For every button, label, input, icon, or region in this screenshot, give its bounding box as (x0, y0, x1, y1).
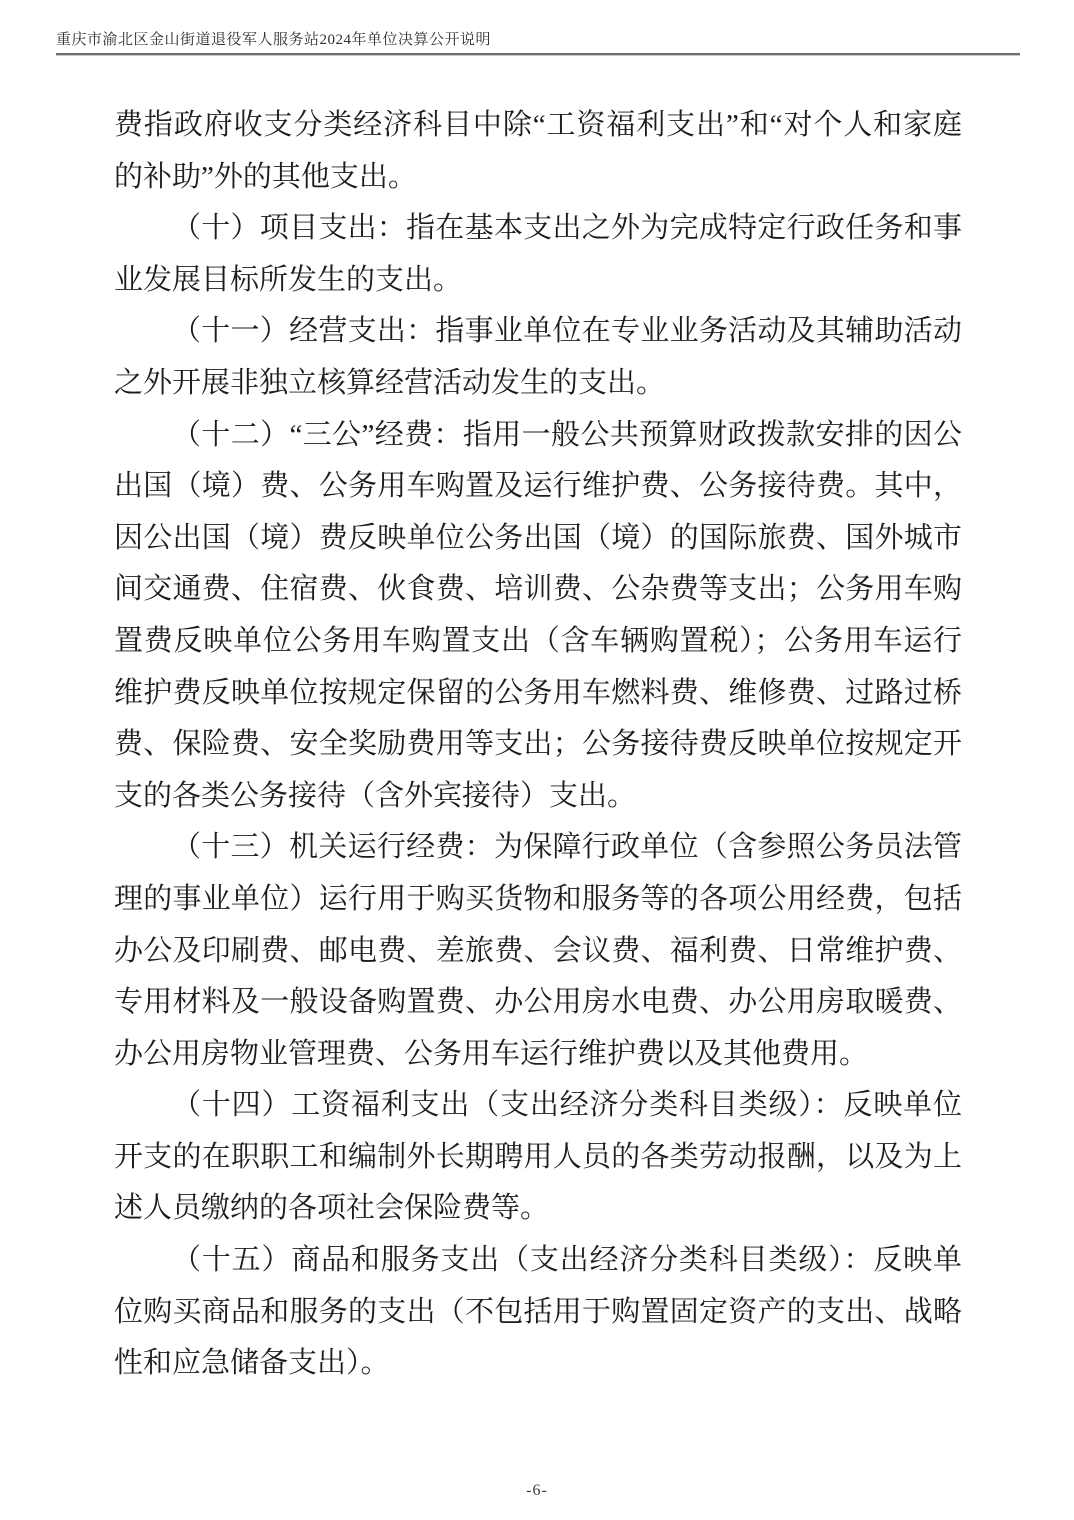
document-body (114, 100, 962, 1390)
paragraph-item-11-operating-expenditure: （十一）经营支出：指事业单位在专业业务活动及其辅助活动之外开展非独立核算经营活动发生的支出。 (114, 315, 962, 399)
paragraph-item-15-goods-services-expenditure: （十五）商品和服务支出（支出经济分类科目类级）：反映单位购买商品和服务的支出（不包括用于购置固定资产的支出、战略性和应急储备支出）。 (114, 1244, 962, 1380)
paragraph-item-14-salary-welfare-expenditure: （十四）工资福利支出（支出经济分类科目类级）：反映单位开支的在职职工和编制外长期聘用人员的各类劳动报酬，以及为上述人员缴纳的各项社会保险费等。 (114, 1089, 962, 1225)
page-footer (0, 1482, 1074, 1500)
paragraph-item-10-project-expenditure: （十）项目支出：指在基本支出之外为完成特定行政任务和事业发展目标所发生的支出。 (114, 212, 962, 296)
header-divider (56, 53, 1020, 56)
paragraph-other-expense-definition: 费指政府收支分类经济科目中除“工资福利支出”和“对个人和家庭的补助”外的其他支出。 (114, 109, 962, 193)
page-header (56, 30, 1020, 56)
page-number: -6- (526, 1482, 548, 1499)
paragraph-item-12-three-public-funds: （十二）“三公”经费：指用一般公共预算财政拨款安排的因公出国（境）费、公务用车购置及运行维护费、公务接待费。其中，因公出国（境）费反映单位公务出国（境）的国际旅费、国外城市间交通费、住宿费、伙食费、培训费、公杂费等支出；公务用车购置费反映单位公务用车购置支出（含车辆购置税）；公务用车运行维护费反映单位按规定保留的公务用车燃料费、维修费、过路过桥费、保险费、安全奖励费用等支出；公务接待费反映单位按规定开支的各类公务接待（含外宾接待）支出。 (114, 418, 962, 812)
header-title: 重庆市渝北区金山街道退役军人服务站2024年单位决算公开说明 (56, 32, 492, 48)
paragraph-item-13-agency-operating-funds: （十三）机关运行经费：为保障行政单位（含参照公务员法管理的事业单位）运行用于购买货物和服务等的各项公用经费，包括办公及印刷费、邮电费、差旅费、会议费、福利费、日常维护费、专用材料及一般设备购置费、办公用房水电费、办公用房取暖费、办公用房物业管理费、公务用车运行维护费以及其他费用。 (114, 831, 962, 1070)
